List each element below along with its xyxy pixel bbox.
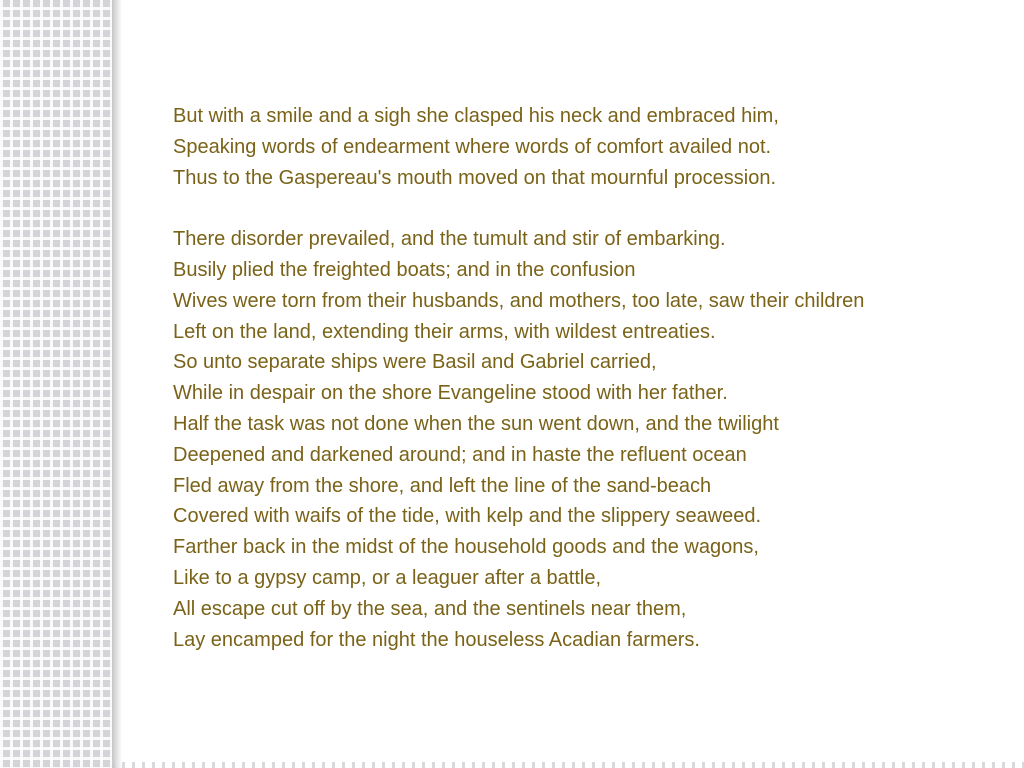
poem-line: Thus to the Gaspereau's mouth moved on that mournful procession. bbox=[173, 166, 777, 189]
poem-line: All escape cut off by the sea, and the sentinels near them, bbox=[173, 597, 687, 620]
poem-line: Fled away from the shore, and left the line of the sand-beach bbox=[173, 474, 712, 497]
poem-line: Busily plied the freighted boats; and in the confusion bbox=[173, 258, 636, 281]
decorative-bottom-strip bbox=[112, 762, 1024, 768]
band-shadow bbox=[112, 0, 122, 768]
poem-line: Lay encamped for the night the houseless Acadian farmers. bbox=[173, 628, 700, 651]
poem-line: There disorder prevailed, and the tumult and stir of embarking. bbox=[173, 228, 726, 251]
poem-line: Covered with waifs of the tide, with kelp and the slippery seaweed. bbox=[173, 505, 762, 528]
poem-line: Deepened and darkened around; and in haste the refluent ocean bbox=[173, 443, 747, 466]
poem-text bbox=[173, 101, 973, 655]
decorative-grid-band bbox=[0, 0, 112, 768]
poem-line: While in despair on the shore Evangeline stood with her father. bbox=[173, 382, 728, 405]
poem-line: Speaking words of endearment where words of comfort availed not. bbox=[173, 135, 772, 158]
poem-line: Left on the land, extending their arms, with wildest entreaties. bbox=[173, 320, 716, 343]
poem-line: Wives were torn from their husbands, and mothers, too late, saw their children bbox=[173, 289, 865, 312]
poem-line: But with a smile and a sigh she clasped his neck and embraced him, bbox=[173, 105, 779, 127]
poem-line: Farther back in the midst of the household goods and the wagons, bbox=[173, 536, 759, 559]
stanza-2 bbox=[173, 224, 973, 655]
stanza-1 bbox=[173, 101, 973, 193]
poem-line: Half the task was not done when the sun went down, and the twilight bbox=[173, 412, 779, 435]
poem-line: So unto separate ships were Basil and Gabriel carried, bbox=[173, 351, 657, 374]
poem-line: Like to a gypsy camp, or a leaguer after a battle, bbox=[173, 566, 602, 589]
